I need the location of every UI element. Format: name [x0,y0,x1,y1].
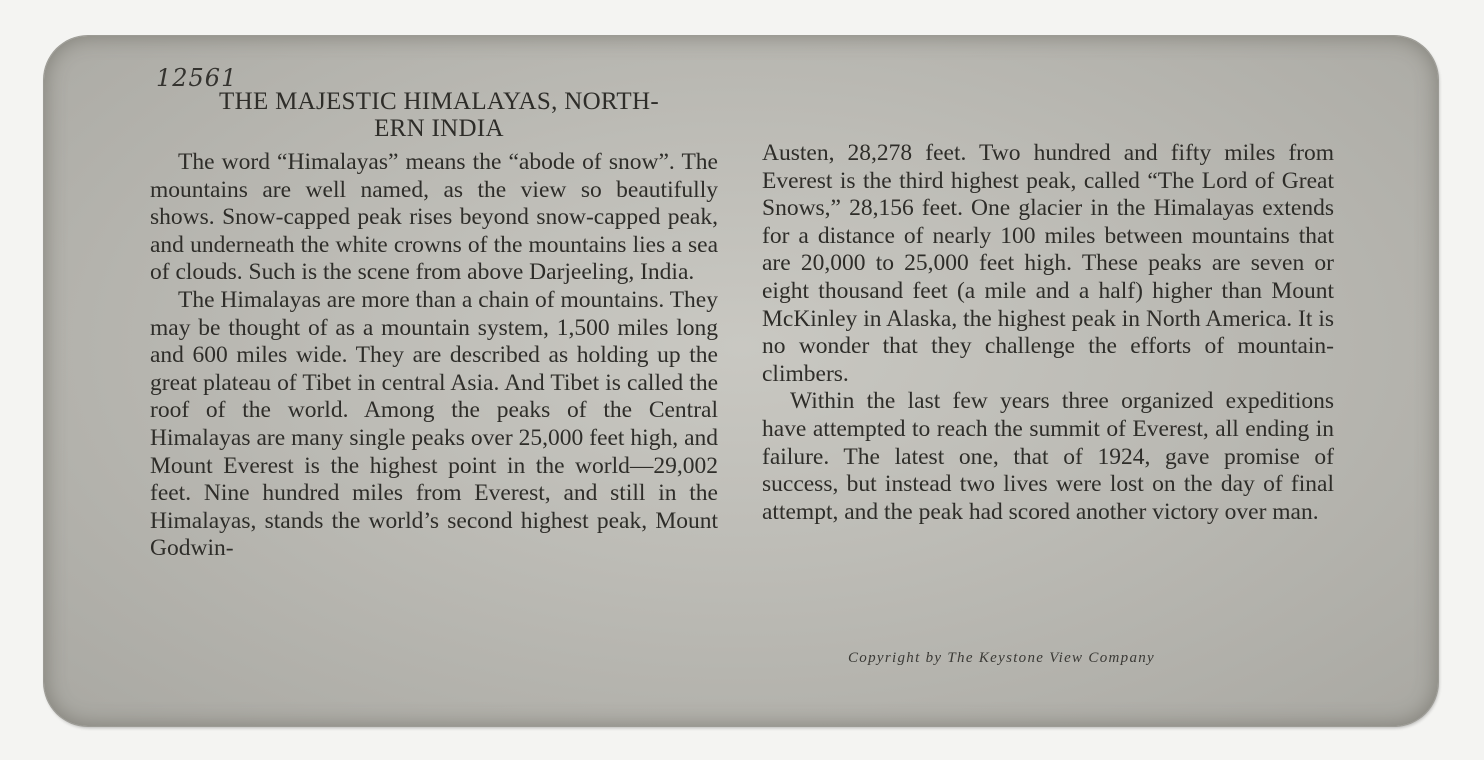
left-text-column [150,149,718,563]
paragraph: Within the last few years three organized expeditions have attempted to reach the summit of Everest, all ending in failure. The latest one, that of 1924, gave promise of success, but instead two lives were lost on the day of final attempt, and the peak had scored another victory over man. [762,388,1334,525]
card-title-line-2: ERN INDIA [374,115,504,142]
paragraph: The Himalayas are more than a chain of mountains. They may be thought of as a mountain system, 1,500 miles long and 600 miles wide. They are described as holding up the great plateau of Tibet in central Asia. And Tibet is called the roof of the world. Among the peaks of the Central Himalayas are many single peaks over 25,000 feet high, and Mount Everest is the highest point in the world—29,002 feet. Nine hundred miles from Everest, and still in the Himalayas, stands the world’s second highest peak, Mount Godwin- [150,286,718,562]
right-text-column [762,140,1334,526]
card-number: 12561 [156,64,238,92]
paragraph: The word “Himalayas” means the “abode of snow”. The mountains are well named, as the view so beautifully shows. Snow-capped peak rises beyond snow-capped peak, and underneath the white crowns of the mountains lies a sea of clouds. Such is the scene from above Darjeeling, India. [150,149,718,286]
card-title [144,88,734,142]
stereoview-card [44,36,1438,726]
copyright-notice: Copyright by The Keystone View Company [848,650,1155,666]
card-title-line-1: THE MAJESTIC HIMALAYAS, NORTH- [219,88,659,115]
paragraph-continued: Austen, 28,278 feet. Two hundred and fifty miles from Everest is the third highest peak, called “The Lord of Great Snows,” 28,156 feet. One glacier in the Himalayas extends for a distance of nearly 100 miles between mountains that are 20,000 to 25,000 feet high. These peaks are seven or eight thousand feet (a mile and a half) higher than Mount McKinley in Alaska, the highest peak in North America. It is no wonder that they challenge the efforts of mountain-climbers. [762,140,1334,387]
